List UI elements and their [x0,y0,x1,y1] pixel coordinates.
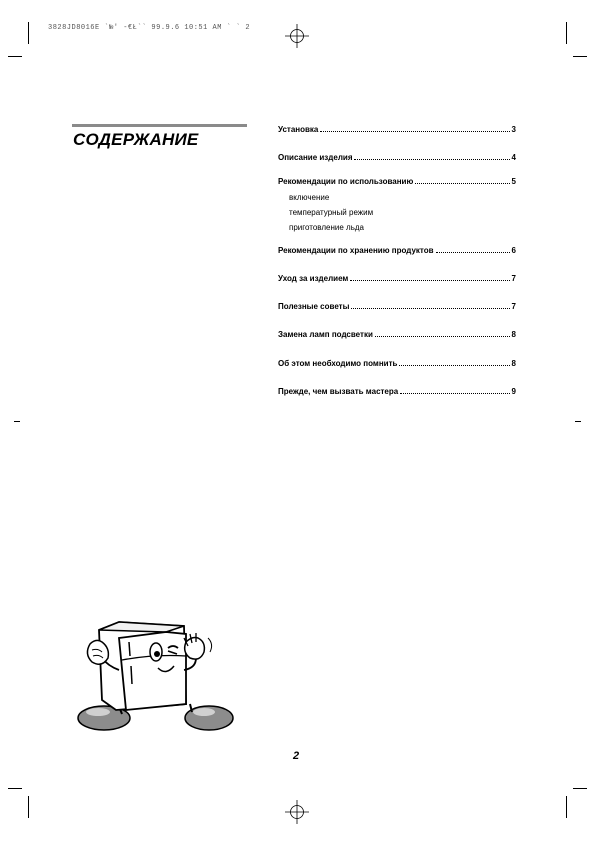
toc-entry-label: Установка [278,125,319,134]
toc-entry-page: 4 [511,153,516,162]
toc-entry-label: Уход за изделием [278,274,349,283]
crop-mark [8,56,22,57]
toc-entry[interactable] [278,302,516,312]
toc-entry[interactable] [278,359,516,369]
toc-entry[interactable] [278,387,516,397]
toc-entry[interactable] [278,246,516,256]
toc-entry-page: 3 [511,125,516,134]
crop-mark [28,22,29,44]
toc-entry-label: Описание изделия [278,153,353,162]
toc-entry-label: Замена ламп подсветки [278,330,373,339]
toc-subentry[interactable]: приготовление льда [289,223,364,232]
crop-mark [14,421,20,422]
crop-mark [566,796,567,818]
registration-mark-icon [285,800,309,824]
toc-leader [375,335,510,337]
toc-entry-label: Об этом необходимо помнить [278,359,398,368]
page-title: СОДЕРЖАНИЕ [73,130,199,149]
toc-entry-page: 9 [511,387,516,396]
toc-entry[interactable] [278,177,516,187]
crop-mark [573,788,587,789]
toc-entry-page: 8 [511,330,516,339]
toc-entry-label: Рекомендации по хранению продуктов [278,246,434,255]
toc-entry[interactable] [278,125,516,135]
toc-leader [354,158,509,160]
crop-mark [28,796,29,818]
crop-mark [8,788,22,789]
toc-entry[interactable] [278,274,516,284]
toc-entry-label: Рекомендации по использованию [278,177,414,186]
toc-entry-page: 5 [511,177,516,186]
toc-entry-page: 7 [511,302,516,311]
registration-mark-icon [285,24,309,48]
toc-entry-label: Полезные советы [278,302,350,311]
toc-subentry[interactable]: температурный режим [289,208,374,217]
toc-subentry[interactable]: включение [289,193,330,202]
toc-leader [350,279,509,281]
print-header: 3828JD8016E `№' -€Ł`` 99.9.6 10:51 AM ` ` 2 [48,24,251,32]
toc-leader [400,392,509,394]
toc-entry-page: 7 [511,274,516,283]
toc-leader [351,307,509,309]
toc-entry-label: Прежде, чем вызвать мастера [278,387,399,396]
crop-mark [573,56,587,57]
toc-leader [436,251,510,253]
crop-mark [575,421,581,422]
toc-entry-page: 6 [511,246,516,255]
toc-leader [399,364,509,366]
page-number: 2 [293,750,300,762]
crop-mark [566,22,567,44]
title-rule [72,124,247,127]
toc-entry[interactable] [278,153,516,163]
toc-leader [320,130,509,132]
toc-entry[interactable] [278,330,516,340]
toc-leader [415,182,509,184]
toc-entry-page: 8 [511,359,516,368]
refrigerator-mascot-icon [74,608,234,738]
